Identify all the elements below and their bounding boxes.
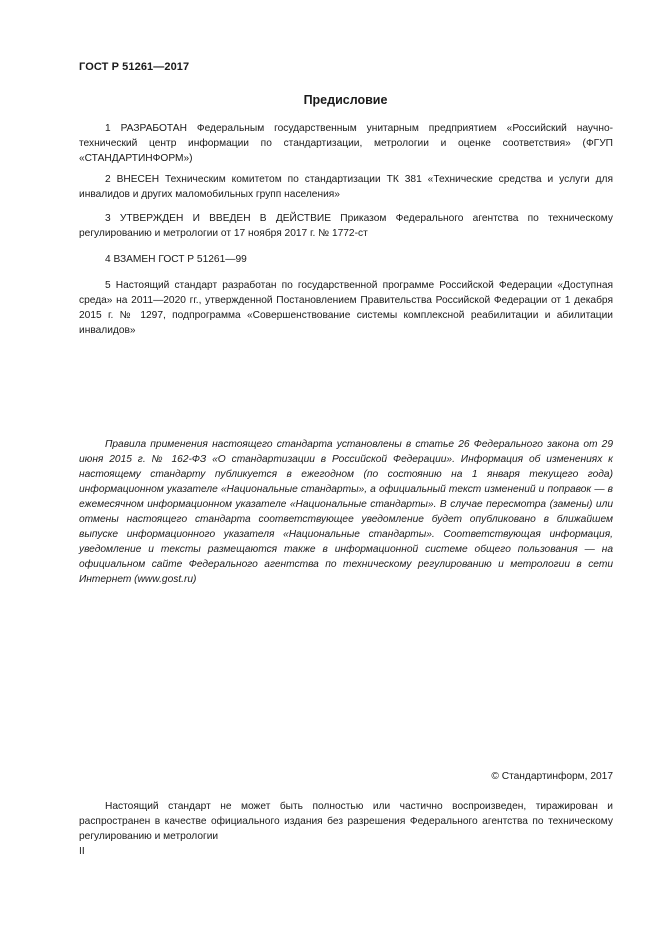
- preface-item-approved: 3 УТВЕРЖДЕН И ВВЕДЕН В ДЕЙСТВИЕ Приказом Федерального агентства по техническому регулированию и метрологии от 17 ноября 2017 г. № 1772-ст: [79, 213, 613, 239]
- standard-application-notice: Правила применения настоящего стандарта установлены в статье 26 Федерального закона от 29 июня 2015 г. № 162-ФЗ «О стандартизации в Российской Федерации». Информация об изменениях к настоящему стандарту публикуется в ежегодном (по состоянию на 1 января текущего года) информационном указателе «Национальные стандарты», а официальный текст изменений и поправок — в ежемесячном информационном указателе «Национальные стандарты». В случае пересмотра (замены) или отмены настоящего стандарта соответствующее уведомление будет опубликовано в ближайшем выпуске информационного указателя «Национальные стандарты». Соответствующая информация, уведомление и тексты размещаются также в информационной системе общего пользования — на официальном сайте Федерального агентства по техническому регулированию и метрологии в сети Интернет (www.gost.ru): [79, 439, 613, 585]
- preface-item-program: 5 Настоящий стандарт разработан по государственной программе Российской Федерации «Доступная среда» на 2011—2020 гг., утвержденной Постановлением Правительства Российской Федерации от 1 декабря 2015 г. № 1297, подпрограмма «Совершенствование системы комплексной реабилитации и абилитации инвалидов»: [79, 280, 613, 336]
- preface-item-replaces: 4 ВЗАМЕН ГОСТ Р 51261—99: [105, 254, 247, 265]
- page-number: II: [79, 846, 85, 857]
- preface-item-introduced: 2 ВНЕСЕН Техническим комитетом по стандартизации ТК 381 «Технические средства и услуги для инвалидов и других маломобильных групп населения»: [79, 174, 613, 200]
- preface-title: Предисловие: [303, 93, 388, 107]
- document-code: ГОСТ Р 51261—2017: [79, 61, 190, 73]
- copyright-line: © Стандартинформ, 2017: [491, 771, 613, 782]
- reproduction-notice: Настоящий стандарт не может быть полностью или частично воспроизведен, тиражирован и распространен в качестве официального издания без разрешения Федерального агентства по техническому регулированию и метрологии: [79, 801, 613, 842]
- preface-item-developed: 1 РАЗРАБОТАН Федеральным государственным унитарным предприятием «Российский научно-технический центр информации по стандартизации, метрологии и оценке соответствия» (ФГУП «СТАНДАРТИНФОРМ»): [79, 123, 613, 164]
